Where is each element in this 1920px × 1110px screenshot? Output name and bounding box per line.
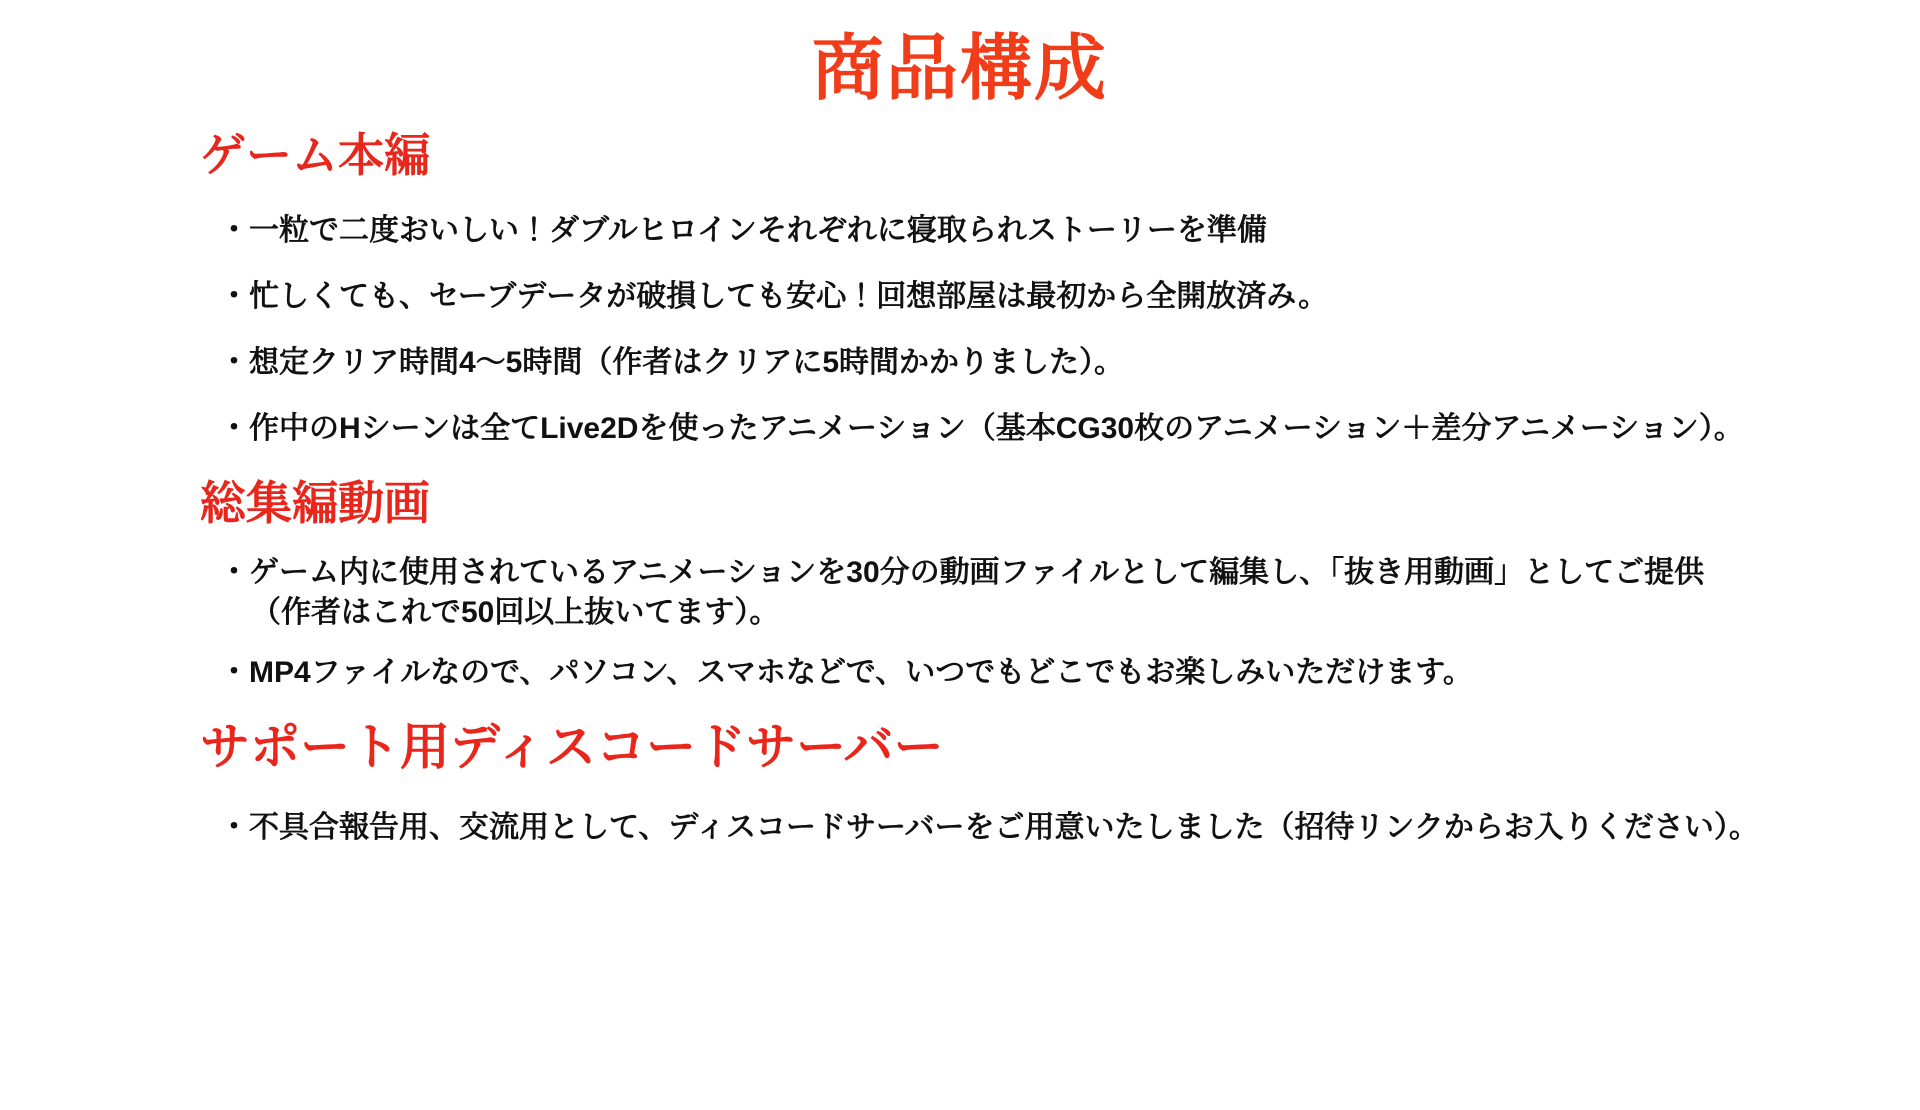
section-support-discord xyxy=(0,716,1920,849)
section-heading-digest-video: 総集編動画 xyxy=(200,477,430,530)
page-title: 商品構成 xyxy=(811,29,1108,109)
list-item xyxy=(0,553,1920,633)
section-digest-video xyxy=(0,475,1920,693)
list-item: ・不具合報告用、交流用として、ディスコードサーバーをご用意いたしました（招待リンクからお入りください）。 xyxy=(219,811,1759,844)
bullet-list-game-main xyxy=(0,211,1920,450)
list-item: ・一粒で二度おいしい！ダブルヒロインそれぞれに寝取られストーリーを準備 xyxy=(219,213,1267,247)
slide-root xyxy=(0,30,1920,1110)
section-heading-game-main: ゲーム本編 xyxy=(200,129,430,182)
bullet-list-digest-video xyxy=(0,553,1920,694)
list-item: ・想定クリア時間4〜5時間（作者はクリアに5時間かかりました）。 xyxy=(219,346,1125,380)
list-item: ・MP4ファイルなので、パソコン、スマホなどで、いつでもどこでもお楽しみいただけます。 xyxy=(219,656,1473,690)
section-heading-support-discord: サポート用ディスコードサーバー xyxy=(200,718,944,775)
list-item: ・作中のHシーンは全てLive2Dを使ったアニメーション（基本CG30枚のアニメーション＋差分アニメーション）。 xyxy=(219,412,1744,446)
list-item-line-2: （作者はこれで50回以上抜いてます）。 xyxy=(251,596,780,630)
list-item: ・忙しくても、セーブデータが破損しても安心！回想部屋は最初から全開放済み。 xyxy=(219,279,1329,313)
section-game-main xyxy=(0,127,1920,449)
list-item-line-1: ・ゲーム内に使用されているアニメーションを30分の動画ファイルとして編集し、「抜き用動画」としてご提供 xyxy=(219,555,1705,589)
bullet-list-support-discord xyxy=(0,808,1920,848)
